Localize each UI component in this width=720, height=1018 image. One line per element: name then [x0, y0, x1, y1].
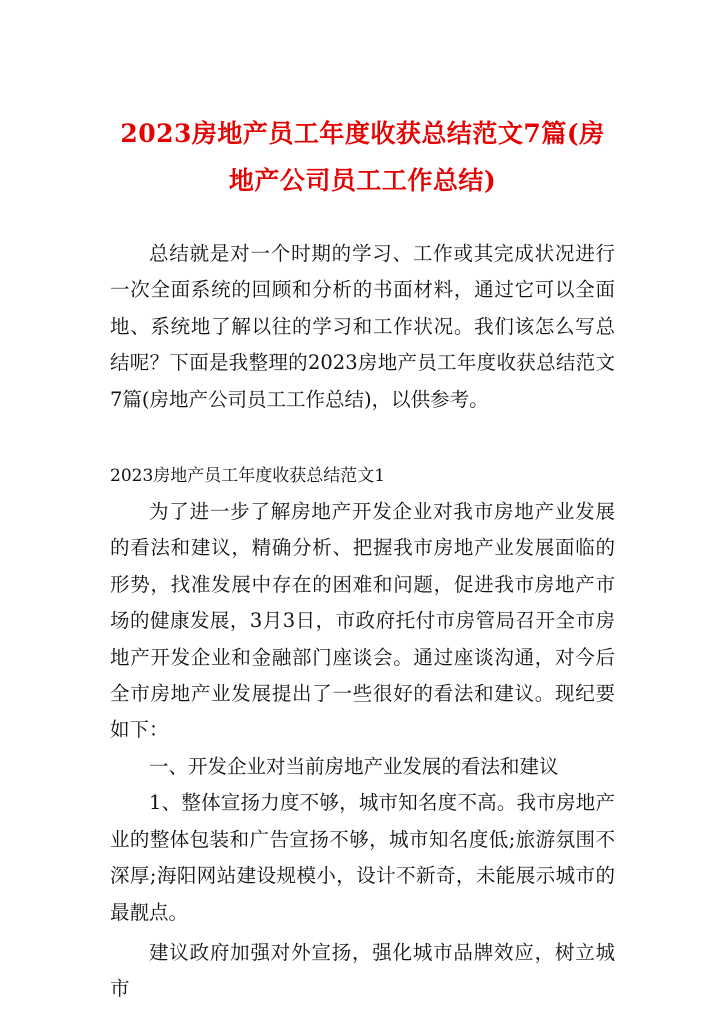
body-paragraph-1: 为了进一步了解房地产开发企业对我市房地产业发展的看法和建议，精确分析、把握我市房地产业发展面临的形势，找准发展中存在的困难和问题，促进我市房地产市场的健康发展，3月3日，市政府托付市房管局召开全市房地产开发企业和金融部门座谈会。通过座谈沟通，对今后全市房地产业发展提出了一些很好的看法和建议。现纪要如下：	[110, 500, 615, 742]
body-paragraph-2: 1、整体宣扬力度不够，城市知名度不高。我市房地产业的整体包装和广告宣扬不够，城市知名度低;旅游氛围不深厚;海阳网站建设规模小，设计不新奇，未能展示城市的最靓点。	[110, 791, 615, 924]
body-paragraph-3: 建议政府加强对外宣扬，强化城市品牌效应，树立城市	[110, 940, 615, 1001]
section-heading: 2023房地产员工年度收获总结范文1	[110, 466, 386, 487]
intro-paragraph: 总结就是对一个时期的学习、工作或其完成状况进行一次全面系统的回顾和分析的书面材料，通过它可以全面地、系统地了解以往的学习和工作状况。我们该怎么写总结呢？下面是我整理的2023房地产员工年度收获总结范文7篇(房地产公司员工工作总结)，以供参考。	[110, 242, 615, 411]
document-title: 2023房地产员工年度收获总结范文7篇(房地产公司员工工作总结)	[120, 119, 605, 195]
body-heading-1: 一、开发企业对当前房地产业发展的看法和建议	[149, 754, 559, 778]
document-page	[110, 110, 615, 1008]
